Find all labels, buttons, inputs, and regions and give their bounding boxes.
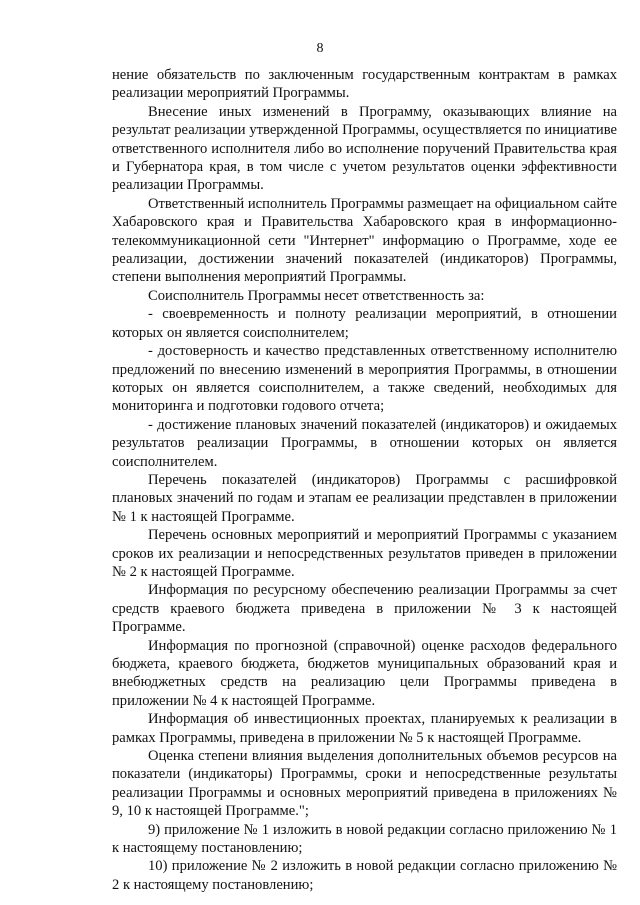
paragraph-appendix-2: Перечень основных мероприятий и мероприятий Программы с указанием сроков их реализации и непосредственных результатов приведен в приложении № 2 к настоящей Программе.: [112, 527, 617, 580]
paragraph-program-changes: Внесение иных изменений в Программу, оказывающих влияние на результат реализации утвержденной Программы, осуществляется по инициативе ответственного исполнителя либо во исполнение поручений Правительства края и Губернатора края, в том числе с учетом результатов оценки эффективности реализации Программы.: [112, 103, 617, 194]
list-item-achievement: - достижение плановых значений показателей (индикаторов) и ожидаемых результатов реализации Программы, в отношении которых он является соисполнителем.: [112, 416, 617, 470]
list-item-timeliness: - своевременность и полноту реализации мероприятий, в отношении которых он является соисполнителем;: [112, 306, 617, 341]
paragraph-item-10: 10) приложение № 2 изложить в новой редакции согласно приложению № 2 к настоящему постановлению;: [112, 858, 617, 893]
paragraph-appendix-3: Информация по ресурсному обеспечению реализации Программы за счет средств краевого бюджета приведена в приложении № 3 к настоящей Программе.: [112, 582, 617, 636]
paragraph-internet-publication: Ответственный исполнитель Программы размещает на официальном сайте Хабаровского края и Правительства Хабаровского края в информационно-телекоммуникационной сети "Интернет" информацию о Программе, ходе ее реализации, достижении значений показателей (индикаторов) Программы, степени выполнения мероприятий Программы.: [112, 195, 617, 286]
paragraph-coexecutor-responsibility: Соисполнитель Программы несет ответственность за:: [148, 287, 485, 304]
paragraph-appendices-9-10: Оценка степени влияния выделения дополнительных объемов ресурсов на показатели (индикаторы) Программы, сроки и непосредственные результаты реализации Программы и основных мероприятий приведена в приложениях № 9, 10 к настоящей Программе.";: [112, 748, 617, 820]
paragraph-appendix-5: Информация об инвестиционных проектах, планируемых к реализации в рамках Программы, приведена в приложении № 5 к настоящей Программе.: [112, 711, 617, 746]
paragraph-appendix-1: Перечень показателей (индикаторов) Программы с расшифровкой плановых значений по годам и этапам ее реализации представлен в приложении № 1 к настоящей Программе.: [112, 471, 617, 525]
document-body: [112, 66, 617, 894]
paragraph-item-9: 9) приложение № 1 изложить в новой редакции согласно приложению № 1 к настоящему постановлению;: [112, 821, 617, 857]
page-number: 8: [316, 41, 324, 56]
paragraph-continuation: нение обязательств по заключенным государственным контрактам в рамках реализации мероприятий Программы.: [112, 67, 617, 102]
list-item-reliability: - достоверность и качество представленных ответственному исполнителю предложений по внесению изменений в мероприятия Программы, в отношении которых он является соисполнителем, а также сведений, необходимых для мониторинга и подготовки годового отчета;: [112, 343, 617, 415]
paragraph-appendix-4: Информация по прогнозной (справочной) оценке расходов федерального бюджета, краевого бюджета, бюджетов муниципальных образований края и внебюджетных средств на реализацию цели Программы приведена в приложении № 4 к настоящей Программе.: [112, 637, 617, 709]
